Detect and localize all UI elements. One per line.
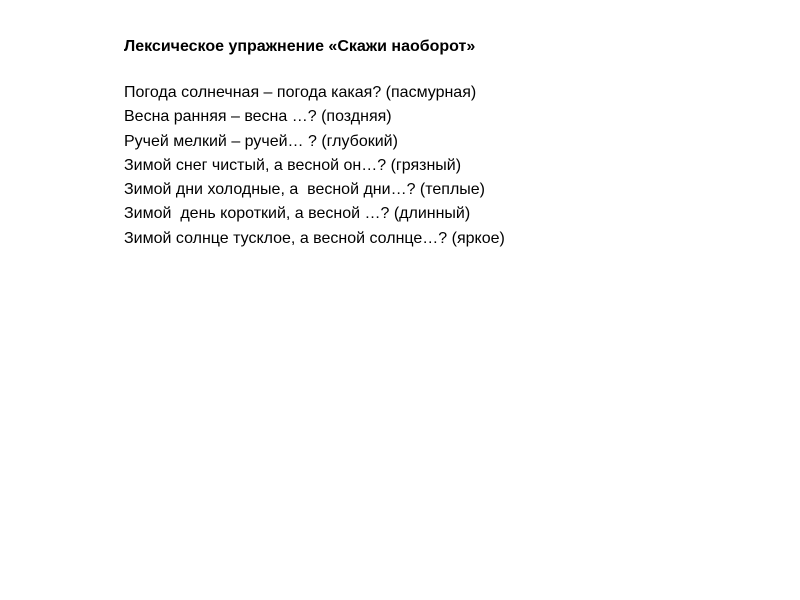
exercise-line: Зимой снег чистый, а весной он…? (грязный) bbox=[124, 156, 462, 174]
exercise-text-block bbox=[124, 37, 764, 251]
exercise-line: Весна ранняя – весна …? (поздняя) bbox=[124, 108, 392, 126]
exercise-line: Зимой день короткий, а весной …? (длинный) bbox=[124, 205, 471, 223]
exercise-title: Лексическое упражнение «Скажи наоборот» bbox=[124, 38, 476, 55]
exercise-line: Погода солнечная – погода какая? (пасмурная) bbox=[124, 84, 477, 101]
exercise-line: Ручей мелкий – ручей… ? (глубокий) bbox=[124, 132, 398, 150]
exercise-line: Зимой дни холодные, а весной дни…? (теплые) bbox=[124, 181, 486, 199]
exercise-line: Зимой солнце тусклое, а весной солнце…? (яркое) bbox=[124, 229, 505, 247]
exercise-lines bbox=[124, 81, 764, 251]
